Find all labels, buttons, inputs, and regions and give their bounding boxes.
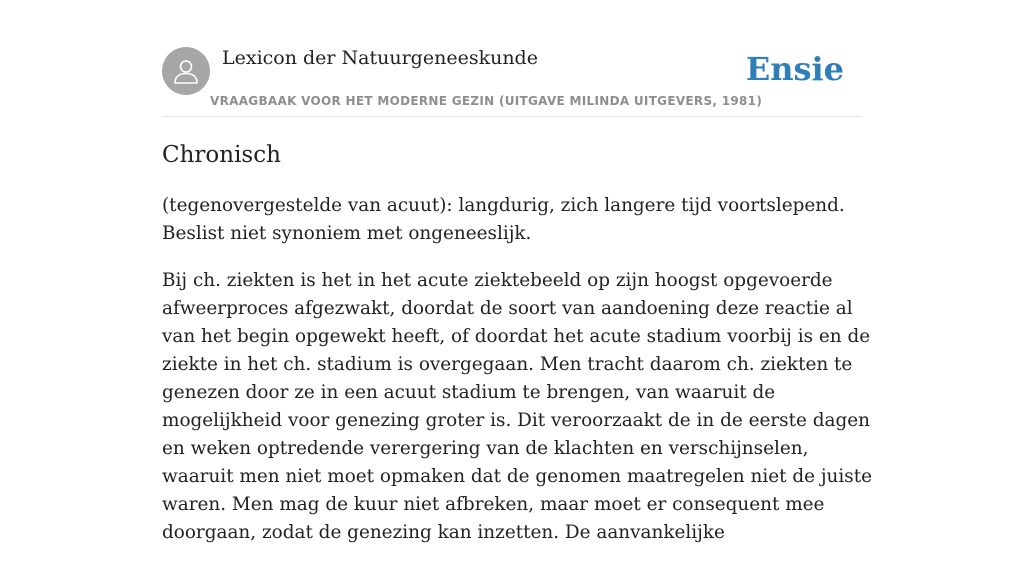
entry-title: Chronisch	[162, 142, 281, 168]
source-title[interactable]: Lexicon der Natuurgeneeskunde	[222, 47, 538, 69]
entry-content	[162, 192, 872, 566]
source-subtitle: VRAAGBAAK VOOR HET MODERNE GEZIN (UITGAVE MILINDA UITGEVERS, 1981)	[210, 94, 763, 108]
source-header	[162, 46, 862, 117]
entry-paragraph: Bij ch. ziekten is het in het acute ziektebeeld op zijn hoogst opgevoerde afweerproces afgezwakt, doordat de soort van aandoening deze reactie al van het begin opgewekt heeft, of doordat het acute stadium voorbij is en de ziekte in het ch. stadium is overgegaan. Men tracht daarom ch. ziekten te genezen door ze in een acuut stadium te brengen, van waaruit de mogelijkheid voor genezing groter is. Dit veroorzaakt de in de eerste dagen en weken optredende verergering van de klachten en verschijnselen, waaruit men niet moet opmaken dat de genomen maatregelen niet de juiste waren. Men mag de kuur niet afbreken, maar moet er consequent mee doorgaan, zodat de genezing kan inzetten. De aanvankelijke	[162, 270, 872, 543]
entry-paragraph: (tegenovergestelde van acuut): langdurig, zich langere tijd voortslepend. Beslist niet synoniem met ongeneeslijk.	[162, 195, 845, 244]
user-icon	[171, 56, 201, 86]
ensie-logo[interactable]: Ensie	[745, 50, 844, 88]
source-avatar[interactable]	[162, 47, 210, 95]
